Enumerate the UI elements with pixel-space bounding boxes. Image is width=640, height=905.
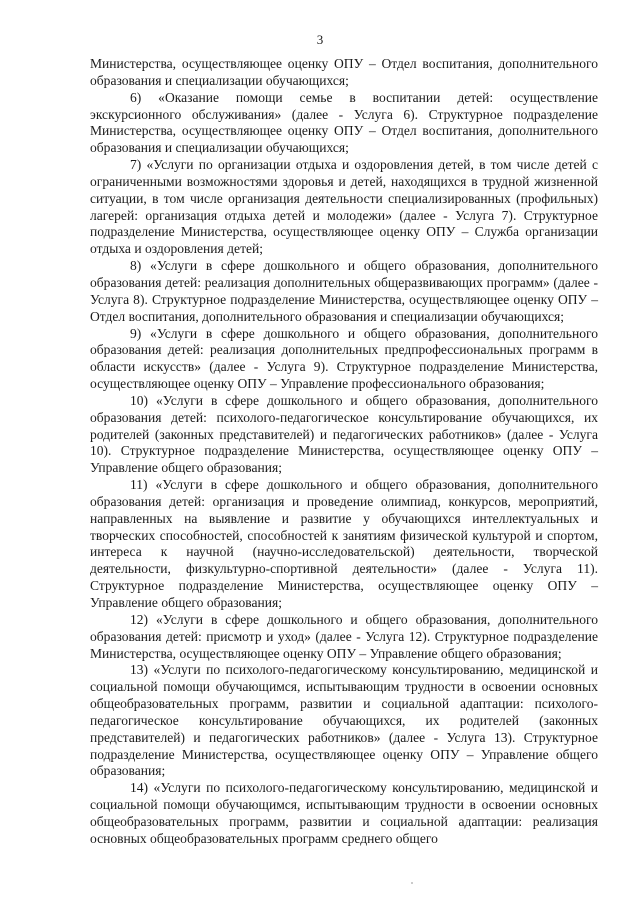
paragraph-service-6: 6) «Оказание помощи семье в воспитании детей: осуществление экскурсионного обслуживания» (далее - Услуга 6). Структурное подразделение Министерства, осуществляющее оценку ОПУ – Отдел воспитания, дополнительного образования и специализации обучающихся;: [90, 89, 598, 156]
paragraph-service-11: 11) «Услуги в сфере дошкольного и общего образования, дополнительного образования детей: организация и проведение олимпиад, конкурсов, мероприятий, направленных на выявление и развитие у обучающихся интеллектуальных и творческих способностей, способностей к занятиям физической культурой и спортом, интереса к научной (научно-исследовательской) деятельности, творческой деятельности, физкультурно-спортивной деятельности» (далее - Услуга 11). Структурное подразделение Министерства, осуществляющее оценку ОПУ – Управление общего образования;: [90, 477, 598, 610]
paragraph-service-9: 9) «Услуги в сфере дошкольного и общего образования, дополнительного образования детей: реализация дополнительных предпрофессиональных программ в области искусств» (далее - Услуга 9). Структурное подразделение Министерства, осуществляющее оценку ОПУ – Управление профессионального образования;: [90, 325, 598, 392]
paragraph-service-7: 7) «Услуги по организации отдыха и оздоровления детей, в том числе детей с ограниченными возможностями здоровья и детей, находящихся в трудной жизненной ситуации, в том числе организация деятельности специализированных (профильных) лагерей: организация отдыха детей и молодежи» (далее - Услуга 7). Структурное подразделение Министерства, осуществляющее оценку ОПУ – Служба организации отдыха и оздоровления детей;: [90, 157, 598, 257]
paragraph-service-8: 8) «Услуги в сфере дошкольного и общего образования, дополнительного образования детей: реализация дополнительных общеразвивающих программ» (далее - Услуга 8). Структурное подразделение Министерства, осуществляющее оценку ОПУ – Отдел воспитания, дополнительного образования и специализации обучающихся;: [90, 258, 598, 324]
paragraph-continuation: Министерства, осуществляющее оценку ОПУ – Отдел воспитания, дополнительного образования и специализации обучающихся;: [90, 56, 598, 88]
paragraph-service-13: 13) «Услуги по психолого-педагогическому консультированию, медицинской и социальной помощи обучающимся, испытывающим трудности в освоении основных общеобразовательных программ, развитии и социальной адаптации: психолого-педагогическое консультирование обучающихся, их родителей (законных представителей) и педагогических работников» (далее - Услуга 13). Структурное подразделение Министерства, осуществляющее оценку ОПУ – Управление общего образования;: [90, 662, 598, 779]
scan-speck: [411, 882, 413, 884]
paragraph-service-14: 14) «Услуги по психолого-педагогическому консультированию, медицинской и социальной помощи обучающимся, испытывающим трудности в освоении основных общеобразовательных программ, развитии и социальной адаптации: реализация основных общеобразовательных программ среднего общего: [90, 780, 598, 846]
document-body: [90, 56, 598, 848]
paragraph-service-10: 10) «Услуги в сфере дошкольного и общего образования, дополнительного образования детей: психолого-педагогическое консультирование обучающихся, их родителей (законных представителей) и педагогических работников» (далее - Услуга 10). Структурное подразделение Министерства, осуществляющее оценку ОПУ – Управление общего образования;: [90, 392, 598, 476]
paragraph-service-12: 12) «Услуги в сфере дошкольного и общего образования, дополнительного образования детей: присмотр и уход» (далее - Услуга 12). Структурное подразделение Министерства, осуществляющее оценку ОПУ – Управление общего образования;: [90, 611, 598, 661]
page-number: 3: [316, 32, 324, 47]
